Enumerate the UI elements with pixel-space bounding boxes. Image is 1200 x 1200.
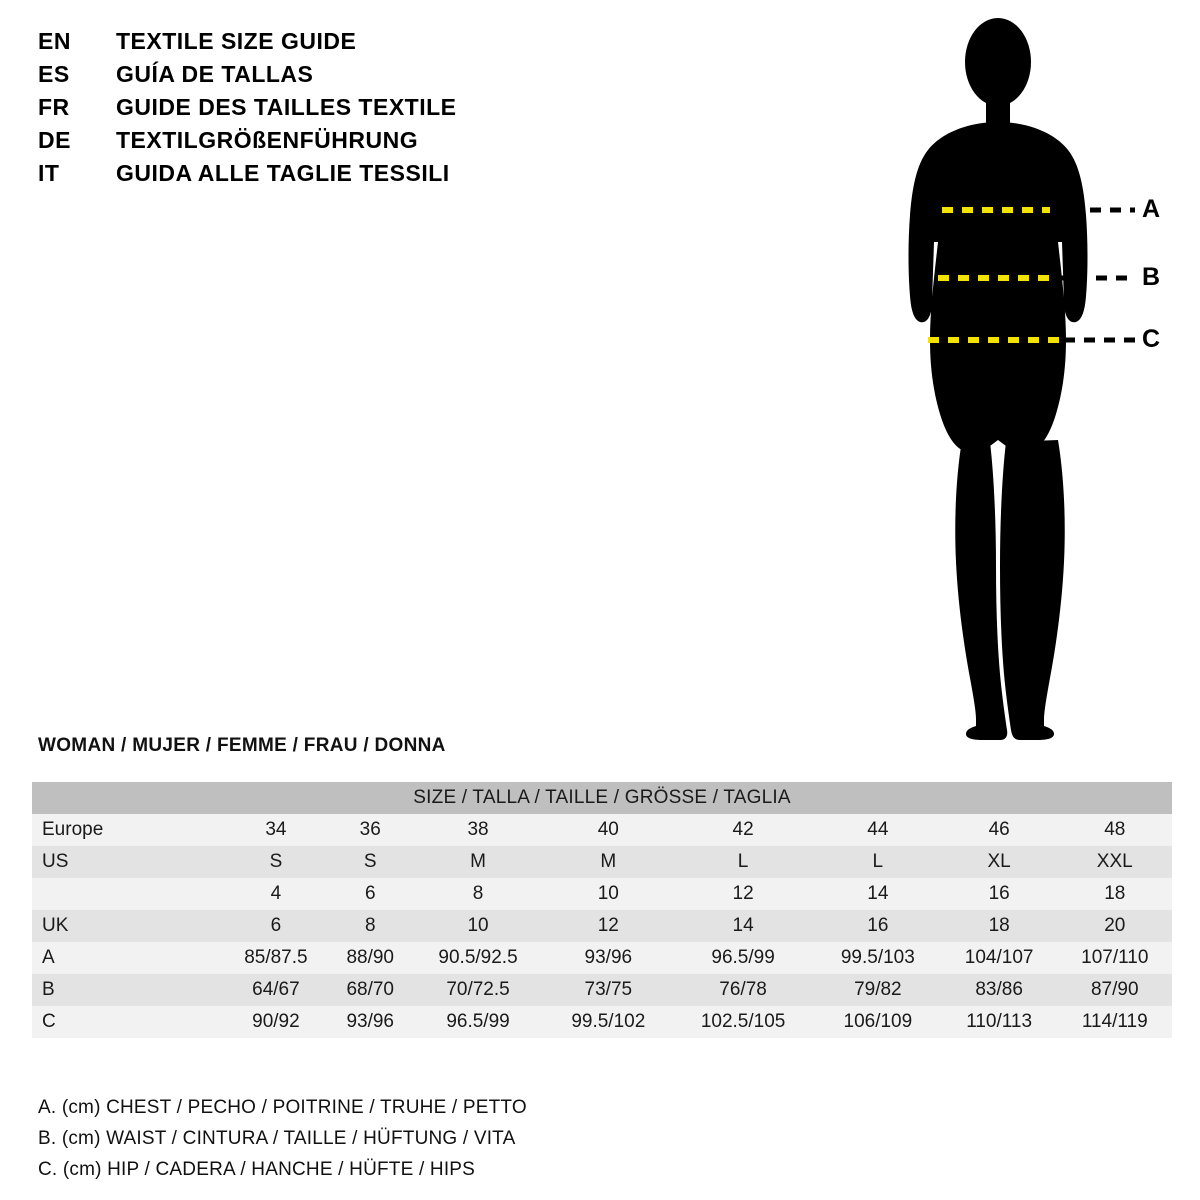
cell: 110/113 [941,1006,1058,1038]
cell: 107/110 [1058,942,1172,974]
cell: 106/109 [815,1006,941,1038]
cell: 99.5/103 [815,942,941,974]
measure-label-a: A [1142,195,1161,223]
cell: 83/86 [941,974,1058,1006]
cell: 42 [671,814,815,846]
table-row [32,814,1172,846]
measurement-figure [850,10,1190,750]
table-header-row [32,782,1172,814]
row-label-uk: UK [32,910,222,942]
cell: 6 [330,878,411,910]
language-code-it: IT [38,160,60,186]
cell: L [671,846,815,878]
table-row [32,878,1172,910]
cell: 96.5/99 [411,1006,546,1038]
cell: 12 [671,878,815,910]
cell: 10 [411,910,546,942]
title-row [38,28,558,61]
cell: 16 [941,878,1058,910]
title-text-en: TEXTILE SIZE GUIDE [116,28,357,54]
row-label-us: US [32,846,222,878]
cell: 76/78 [671,974,815,1006]
legend-line-c: C. (cm) HIP / CADERA / HANCHE / HÜFTE / HIPS [38,1159,476,1180]
cell: 99.5/102 [545,1006,671,1038]
language-title-block [38,28,558,193]
language-code-fr: FR [38,94,70,120]
cell: 12 [545,910,671,942]
cell: 87/90 [1058,974,1172,1006]
row-label-a: A [32,942,222,974]
cell: 40 [545,814,671,846]
language-code-es: ES [38,61,70,87]
section-title-woman: WOMAN / MUJER / FEMME / FRAU / DONNA [38,735,446,756]
cell: 93/96 [330,1006,411,1038]
cell: 79/82 [815,974,941,1006]
cell: 44 [815,814,941,846]
measurement-legend [38,1092,738,1185]
cell: 34 [222,814,330,846]
cell: 6 [222,910,330,942]
legend-line-a: A. (cm) CHEST / PECHO / POITRINE / TRUHE / PETTO [38,1097,527,1118]
language-code-en: EN [38,28,71,54]
title-row [38,94,558,127]
row-label-us-numeric [32,878,222,910]
table-row [32,974,1172,1006]
table-header-label: SIZE / TALLA / TAILLE / GRÖSSE / TAGLIA [32,782,1172,814]
title-row [38,61,558,94]
cell: 4 [222,878,330,910]
table-row [32,1006,1172,1038]
legend-line-b: B. (cm) WAIST / CINTURA / TAILLE / HÜFTUNG / VITA [38,1128,516,1149]
cell: 90/92 [222,1006,330,1038]
cell: 114/119 [1058,1006,1172,1038]
cell: 18 [1058,878,1172,910]
cell: 73/75 [545,974,671,1006]
table-row [32,942,1172,974]
cell: 104/107 [941,942,1058,974]
cell: 88/90 [330,942,411,974]
size-table [32,782,1172,1038]
cell: 38 [411,814,546,846]
cell: 16 [815,910,941,942]
cell: 93/96 [545,942,671,974]
row-label-c: C [32,1006,222,1038]
cell: 20 [1058,910,1172,942]
measure-label-c: C [1142,325,1161,353]
female-silhouette-icon [850,10,1190,750]
table-row [32,846,1172,878]
cell: 102.5/105 [671,1006,815,1038]
cell: L [815,846,941,878]
title-text-fr: GUIDE DES TAILLES TEXTILE [116,94,457,120]
title-row [38,160,558,193]
cell: XL [941,846,1058,878]
cell: M [411,846,546,878]
cell: XXL [1058,846,1172,878]
title-row [38,127,558,160]
cell: 8 [330,910,411,942]
cell: 64/67 [222,974,330,1006]
cell: 14 [671,910,815,942]
language-code-de: DE [38,127,71,153]
title-text-it: GUIDA ALLE TAGLIE TESSILI [116,160,450,186]
row-label-europe: Europe [32,814,222,846]
row-label-b: B [32,974,222,1006]
cell: 36 [330,814,411,846]
cell: 14 [815,878,941,910]
cell: 96.5/99 [671,942,815,974]
cell: 70/72.5 [411,974,546,1006]
cell: 18 [941,910,1058,942]
title-text-es: GUÍA DE TALLAS [116,61,314,87]
measure-label-b: B [1142,263,1161,291]
cell: S [222,846,330,878]
cell: 68/70 [330,974,411,1006]
cell: 85/87.5 [222,942,330,974]
cell: 90.5/92.5 [411,942,546,974]
cell: M [545,846,671,878]
cell: 10 [545,878,671,910]
cell: 8 [411,878,546,910]
cell: 48 [1058,814,1172,846]
table-row [32,910,1172,942]
cell: 46 [941,814,1058,846]
title-text-de: TEXTILGRÖßENFÜHRUNG [116,127,419,153]
cell: S [330,846,411,878]
